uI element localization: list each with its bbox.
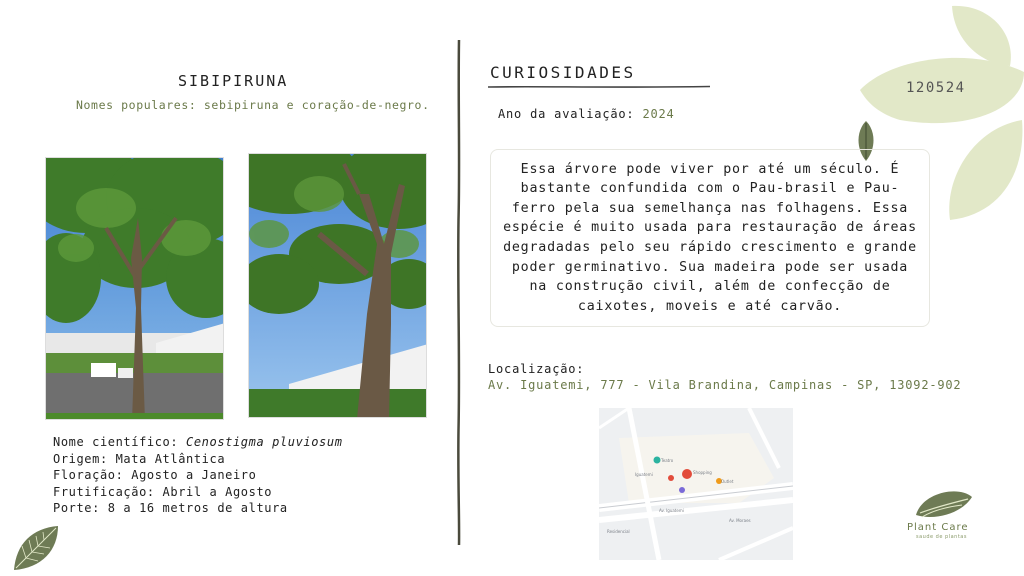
scientific-name-label: Nome científico: [53,435,187,449]
tree-size: Porte: 8 a 16 metros de altura [53,501,288,515]
year-value: 2024 [642,107,675,121]
species-title: SIBIPIRUNA [178,72,289,90]
svg-text:Av. Moraes: Av. Moraes [729,518,751,523]
scientific-name-row [53,434,343,451]
curiosities-text: Essa árvore pode viver por até um século. É bastante confundida com o Pau-brasil e Pau-ferro pela sua semelhança nas folhagens. Essa espécie é muito usada para restauração de áreas degradadas pelo seu rápido crescimento e grande poder germinativo. Sua madeira pode ser usada na construção civil, além de confecção de caixotes, moveis e até carvão. [503,161,917,314]
plant-facts [53,434,343,517]
svg-text:Av. Iguatemi: Av. Iguatemi [659,508,684,513]
svg-text:Iguatemi: Iguatemi [635,472,653,477]
svg-text:Residencial: Residencial [607,529,630,534]
leaf-icon [944,118,1024,222]
scientific-name: Cenostigma pluviosum [186,435,343,449]
curiosities-title: CURIOSIDADES [490,63,636,82]
brand-tagline: saude de plantas [916,534,967,540]
origin: Origem: Mata Atlântica [53,451,226,466]
brand-name: Plant Care [907,522,969,533]
flowering: Floração: Agosto a Janeiro [53,468,257,482]
svg-text:Teatro: Teatro [661,458,674,463]
location-address[interactable]: Av. Iguatemi, 777 - Vila Brandina, Campinas - SP, 13092-902 [488,378,962,392]
fruiting: Frutificação: Abril a Agosto [53,484,273,499]
location-label: Localização: [488,362,585,376]
leaf-icon [12,524,60,572]
evaluation-year [498,107,675,121]
svg-text:Shopping: Shopping [693,470,712,475]
location-map[interactable] [599,408,793,560]
popular-names: Nomes populares: sebipiruna e coração-de-negro. [76,98,430,112]
year-label: Ano da avaliação: [498,107,643,121]
tree-photo-2 [248,153,427,418]
plant-code: 120524 [906,80,966,96]
svg-text:Outlet: Outlet [721,479,734,484]
title-underline [488,84,710,90]
curiosities-box [490,149,930,327]
vertical-divider [453,40,465,545]
tree-photo-1 [45,157,224,420]
